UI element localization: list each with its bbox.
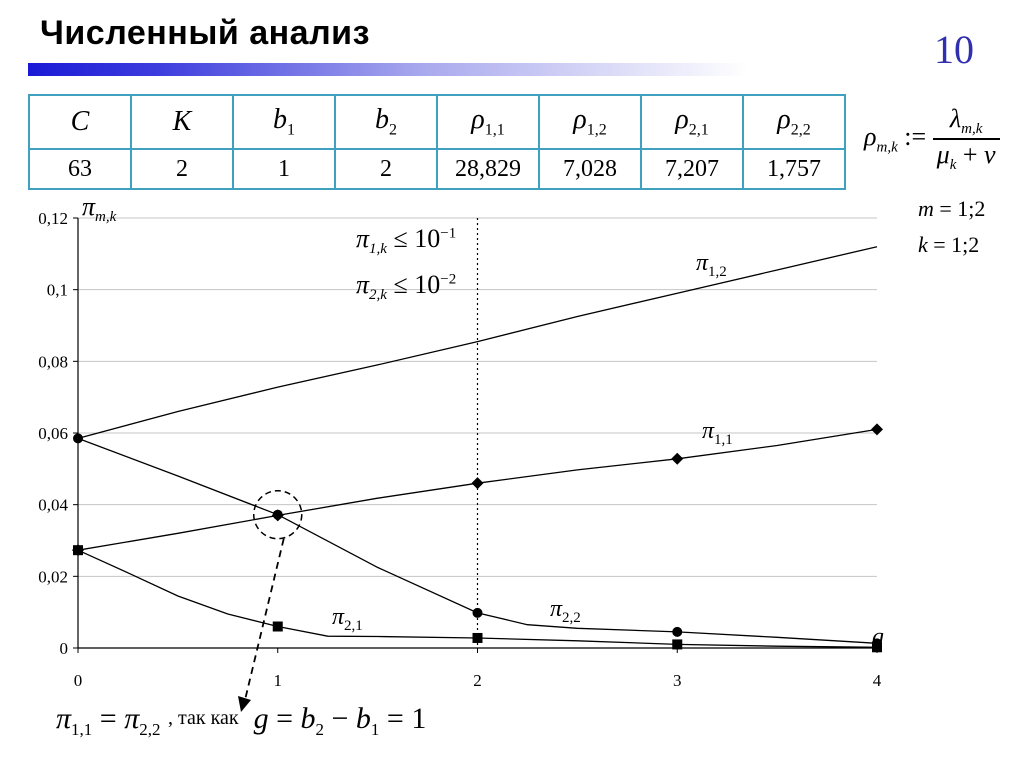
series-label-pi22: $\pi_{2,2}$ <box>550 596 581 626</box>
value-cell: 1,757 <box>743 149 845 189</box>
data-point-circle <box>672 627 682 637</box>
data-point-circle <box>473 608 483 618</box>
page-number: 10 <box>934 27 974 72</box>
rho-definition-formula: $\rho_{m,k}$ := $\frac{\lambda_{m,k}}{\mu_k + \nu}$ <box>864 104 1000 174</box>
x-axis-label: g <box>872 624 884 650</box>
header-cell-C: C <box>29 95 131 149</box>
x-tick-label: 1 <box>273 671 282 690</box>
m-range: m = 1;2 <box>918 196 986 221</box>
data-point-circle <box>73 433 83 443</box>
conclusion-equation: $\pi_{1,1} = \pi_{2,2}$ , так как $g = b_2 - b_1 = 1$ <box>56 702 427 739</box>
y-tick-label: 0,1 <box>46 280 68 300</box>
header-cell-rho12: $\rho_{1,2}$ <box>539 95 641 149</box>
value-cell: 2 <box>335 149 437 189</box>
data-point-circle <box>273 510 283 520</box>
value-cell: 63 <box>29 149 131 189</box>
value-cell: 2 <box>131 149 233 189</box>
k-range: k = 1;2 <box>918 232 980 257</box>
x-tick-label: 4 <box>872 671 882 690</box>
header-cell-rho22: $\rho_{2,2}$ <box>743 95 845 149</box>
series-label-pi11: $\pi_{1,1}$ <box>702 418 733 448</box>
header-cell-b1: $b_1$ <box>233 95 335 149</box>
slide-title: Численный анализ <box>40 14 370 52</box>
value-cell: 7,207 <box>641 149 743 189</box>
x-tick-label: 3 <box>673 671 682 690</box>
data-point-square <box>73 545 83 555</box>
condition-2: $\pi_{2,k} \le 10^{-2}$ <box>356 270 457 304</box>
data-point-diamond <box>472 477 484 489</box>
value-cell: 28,829 <box>437 149 539 189</box>
header-cell-rho11: $\rho_{1,1}$ <box>437 95 539 149</box>
series-label-pi21: $\pi_{2,1}$ <box>332 604 363 634</box>
data-point-diamond <box>871 423 883 435</box>
y-tick-label: 0,08 <box>38 352 68 372</box>
y-tick-label: 0 <box>59 639 68 658</box>
x-tick-label: 0 <box>73 671 83 690</box>
y-axis-label: $\pi_{m,k}$ <box>82 192 117 226</box>
condition-1: $\pi_{1,k} \le 10^{-1}$ <box>356 224 457 258</box>
series-label-pi12: $\pi_{1,2}$ <box>696 250 727 280</box>
y-tick-label: 0,12 <box>38 209 68 228</box>
header-cell-rho21: $\rho_{2,1}$ <box>641 95 743 149</box>
data-point-square <box>473 633 483 643</box>
reason-text: , так как <box>167 707 239 729</box>
header-cell-b2: $b_2$ <box>335 95 437 149</box>
data-point-square <box>672 639 682 649</box>
y-tick-label: 0,04 <box>38 495 68 515</box>
y-tick-label: 0,02 <box>38 567 68 587</box>
data-point-diamond <box>671 453 683 465</box>
data-point-square <box>273 622 283 632</box>
header-cell-K: K <box>131 95 233 149</box>
value-cell: 1 <box>233 149 335 189</box>
y-tick-label: 0,06 <box>38 424 68 443</box>
x-tick-label: 2 <box>473 671 482 690</box>
value-cell: 7,028 <box>539 149 641 189</box>
